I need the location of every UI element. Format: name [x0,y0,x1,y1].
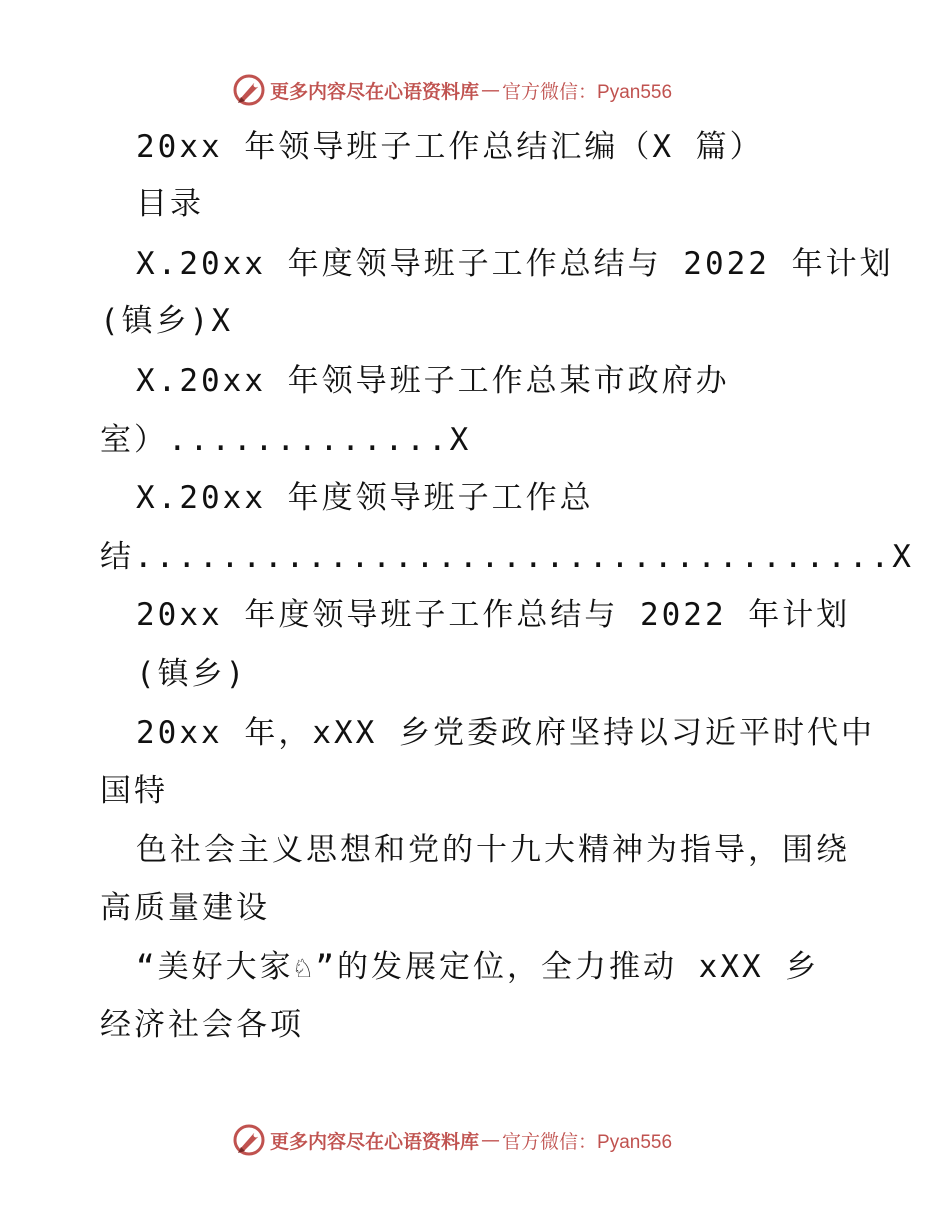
section-title-cont: (镇乡) [136,656,248,692]
toc-item-2-cont: 室）.............X [100,422,472,458]
watermark-text: 更多内容尽在心语资料库 [270,1130,480,1153]
toc-item-3: X.20xx 年度领导班子工作总 [136,480,594,516]
paragraph-line-3: 色社会主义思想和党的十九大精神为指导，围绕 [136,832,850,868]
toc-item-1-cont: (镇乡)X [100,303,233,339]
toc-item-1: X.20xx 年度领导班子工作总结与 2022 年计划 [136,246,894,282]
section-title: 20xx 年度领导班子工作总结与 2022 年计划 [136,597,851,633]
paragraph-line-5: “美好大家♘”的发展定位，全力推动 xXX 乡 [136,949,820,985]
pen-logo-icon [232,73,266,107]
watermark-contact: 官方微信：Pyan556 [502,81,673,103]
watermark-contact: 官方微信：Pyan556 [502,1131,673,1153]
paragraph-line-2: 国特 [100,773,168,809]
paragraph-line-6: 经济社会各项 [100,1007,304,1043]
toc-heading: 目录 [136,186,204,222]
header-watermark [232,72,672,108]
watermark-dash: — [481,1129,501,1151]
toc-item-2: X.20xx 年领导班子工作总某市政府办 [136,363,730,399]
paragraph-line-1: 20xx 年，xXX 乡党委政府坚持以习近平时代中 [136,715,875,751]
pen-logo-icon [232,1123,266,1157]
watermark-text: 更多内容尽在心语资料库 [270,80,480,103]
toc-item-3-cont: 结...................................X [100,539,914,575]
watermark-dash: — [481,79,501,101]
paragraph-line-4: 高质量建设 [100,890,270,926]
document-title: 20xx 年领导班子工作总结汇编（X 篇） [136,129,764,165]
footer-watermark [232,1122,672,1158]
